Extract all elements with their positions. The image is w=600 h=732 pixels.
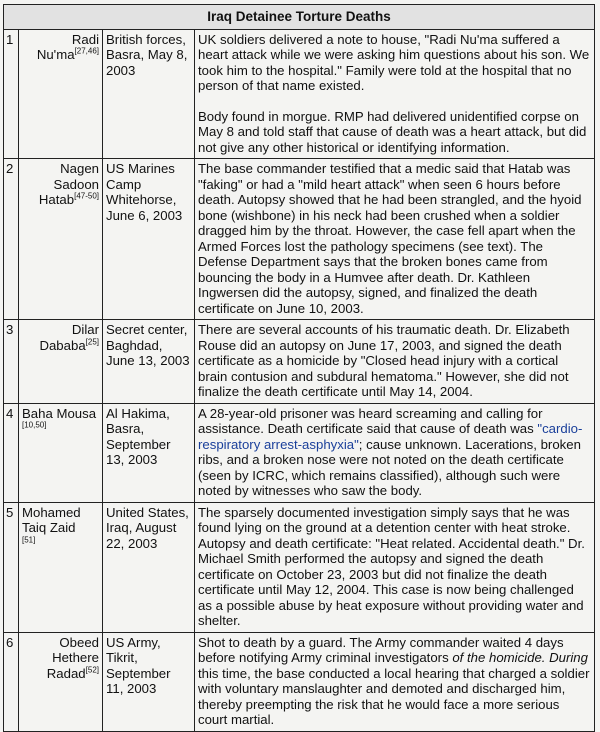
- reference: [27,46]: [74, 46, 99, 56]
- location-cell: US Army, Tikrit, September 11, 2003: [103, 632, 195, 731]
- table-row: [4, 320, 595, 404]
- description-paragraph: The sparsely documented investigation simply says that he was found lying on the ground at a detention center with heat stroke. Autopsy and death certificate: "Heat related. Accidental death." Dr. Michael Smith performed the autopsy and signed the death certificate on October 23, 2003 but did not finalize the death certificate until May 12, 2004. This case is now being challenged as a possible abuse by heat exposure without providing water and shelter.: [198, 504, 585, 628]
- description-cell: [195, 403, 595, 502]
- row-number: 5: [4, 502, 19, 632]
- reference: [51]: [22, 535, 36, 545]
- description-cell: [195, 29, 595, 159]
- description-text: this time, the base conducted a local hearing that charged a soldier with voluntary manslaughter and demoted and discharged him, thereby preempting the risk that he would face a more serious court martial.: [198, 665, 590, 727]
- cause-of-death-quote: "cardio-respiratory arrest-asphyxia": [198, 421, 583, 452]
- victim-name-cell: [19, 320, 103, 404]
- description-cell: [195, 632, 595, 731]
- location-cell: Secret center, Baghdad, June 13, 2003: [103, 320, 195, 404]
- location-cell: British forces, Basra, May 8, 2003: [103, 29, 195, 159]
- description-paragraph: There are several accounts of his traumatic death. Dr. Elizabeth Rouse did an autopsy on June 17, 2003, and signed the death certificate as a homicide by "Closed head injury with a cortical brain contusion and subdural hematoma." However, she did not finalize the death certificate until May 14, 2004.: [198, 322, 570, 399]
- description-text: ; cause unknown. Lacerations, broken ribs, and a broken nose were not noted on the death certificate (seen by ICRC, which remains classified), although such were noted by witnesses who saw the body.: [198, 436, 581, 498]
- reference: [10,50]: [22, 420, 47, 430]
- reference: [47-50]: [74, 191, 99, 201]
- description-paragraph: Body found in morgue. RMP had delivered unidentified corpse on May 8 and told staff that cause of death was a heart attack, but did not give any other historical or identifying information.: [198, 108, 587, 155]
- location-cell: Al Hakima, Basra, September 13, 2003: [103, 403, 195, 502]
- table-row: [4, 632, 595, 731]
- description-paragraph: [198, 406, 591, 499]
- row-number: 1: [4, 29, 19, 159]
- table-row: [4, 159, 595, 320]
- reference: [25]: [85, 337, 99, 347]
- table-row: [4, 502, 595, 632]
- victim-name-cell: [19, 632, 103, 731]
- table-title-row: [4, 5, 595, 30]
- table-row: [4, 403, 595, 502]
- table-title: Iraq Detainee Torture Deaths: [4, 5, 595, 30]
- row-number: 3: [4, 320, 19, 404]
- row-number: 6: [4, 632, 19, 731]
- description-text: A 28-year-old prisoner was heard screaming and calling for assistance. Death certificate said that cause of death was: [198, 405, 543, 436]
- row-number: 4: [4, 403, 19, 502]
- victim-name-cell: [19, 29, 103, 159]
- description-cell: [195, 502, 595, 632]
- victim-name: Dilar Dababa: [39, 322, 99, 353]
- description-paragraph: UK soldiers delivered a note to house, "Radi Nu'ma suffered a heart attack while we were asking him questions about his son. We took him to the hospital." Family were told at the hospital that no person of that name existed.: [198, 31, 590, 93]
- reference: [52]: [85, 665, 99, 675]
- description-text: Shot to death by a guard. The Army commander waited 4 days before notifying Army criminal investigators: [198, 634, 564, 665]
- victim-name: Nagen Sadoon Hatab: [38, 161, 99, 207]
- description-cell: [195, 159, 595, 320]
- victim-name-cell: [19, 502, 103, 632]
- victim-name-cell: [19, 159, 103, 320]
- victim-name: Obeed Hethere Radad: [46, 634, 99, 681]
- victim-name: Baha Mousa: [22, 405, 97, 421]
- torture-deaths-table: [3, 4, 595, 732]
- victim-name: Mohamed Taiq Zaid: [22, 504, 81, 535]
- description-cell: [195, 320, 595, 404]
- row-number: 2: [4, 159, 19, 320]
- location-cell: United States, Iraq, August 22, 2003: [103, 502, 195, 632]
- victim-name-cell: [19, 403, 103, 502]
- location-cell: US Marines Camp Whitehorse, June 6, 2003: [103, 159, 195, 320]
- table-row: [4, 29, 595, 159]
- description-italic-text: of the homicide. During: [452, 650, 588, 665]
- description-paragraph: The base commander testified that a medic said that Hatab was "faking" or had a "mild heart attack" when seen 6 hours before death. Autopsy showed that he had been strangled, and the hyoid bone (wishbone) in his neck had been crushed when a soldier dragged him by the throat. However, the case fell apart when the Armed Forces lost the pathology specimens (see text). The Defense Department says that the broken bones came from bouncing the body in a Humvee after death. Dr. Kathleen Ingwersen did the autopsy, signed, and finalized the death certificate on June 10, 2003.: [198, 161, 582, 316]
- victim-name: Radi Nu'ma: [36, 31, 99, 62]
